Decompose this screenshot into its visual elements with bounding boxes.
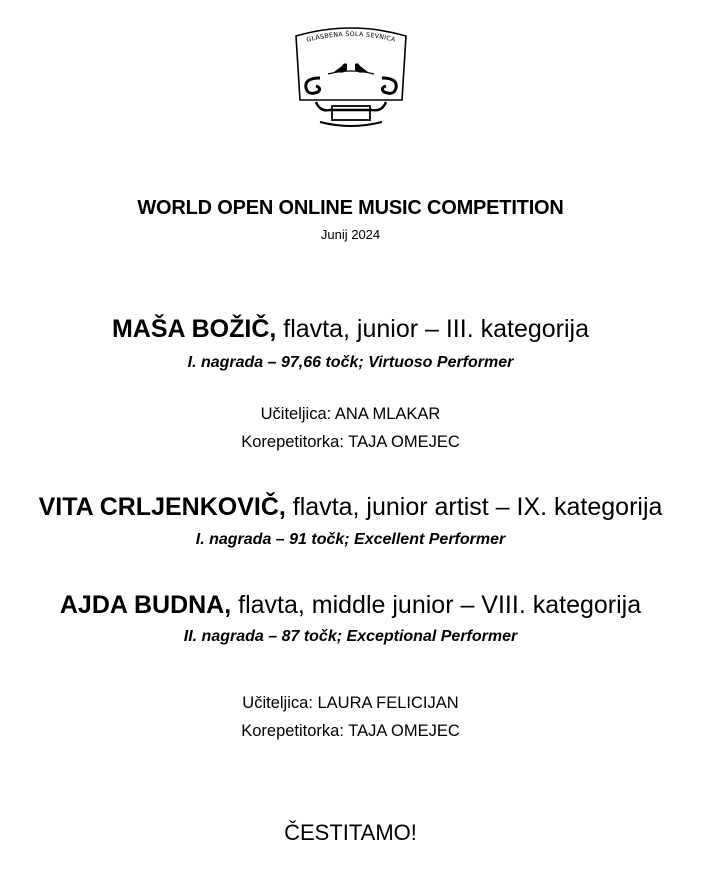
teacher-2: Učiteljica: LAURA FELICIJAN <box>242 694 459 712</box>
school-logo <box>290 22 412 132</box>
closing-text: ČESTITAMO! <box>284 820 417 845</box>
entry-name: AJDA BUDNA, <box>59 591 232 619</box>
entry-3 <box>0 591 701 620</box>
teacher-1: Učiteljica: ANA MLAKAR <box>260 405 441 423</box>
entry-1-award: I. nagrada – 97,66 točk; Virtuoso Performer <box>187 354 514 371</box>
entry-name: VITA CRLJENKOVIČ, <box>38 493 286 521</box>
entry-detail: flavta, middle junior – VIII. kategorija <box>231 591 642 619</box>
logo-text: GLASBENA ŠOLA SEVNICA <box>305 30 397 44</box>
entry-detail: flavta, junior artist – IX. kategorija <box>285 493 663 521</box>
accompanist-1: Korepetitorka: TAJA OMEJEC <box>241 433 460 451</box>
accompanist-2: Korepetitorka: TAJA OMEJEC <box>241 722 460 740</box>
entry-2-award: I. nagrada – 91 točk; Excellent Performer <box>195 531 506 548</box>
page-title: WORLD OPEN ONLINE MUSIC COMPETITION <box>137 197 564 219</box>
entry-3-award: II. nagrada – 87 točk; Exceptional Performer <box>183 628 518 645</box>
date-label: Junij 2024 <box>320 227 381 242</box>
entry-1 <box>0 315 701 344</box>
entry-detail: flavta, junior – III. kategorija <box>276 315 589 343</box>
entry-name: MAŠA BOŽIČ, <box>111 315 277 343</box>
entry-2 <box>0 493 701 522</box>
